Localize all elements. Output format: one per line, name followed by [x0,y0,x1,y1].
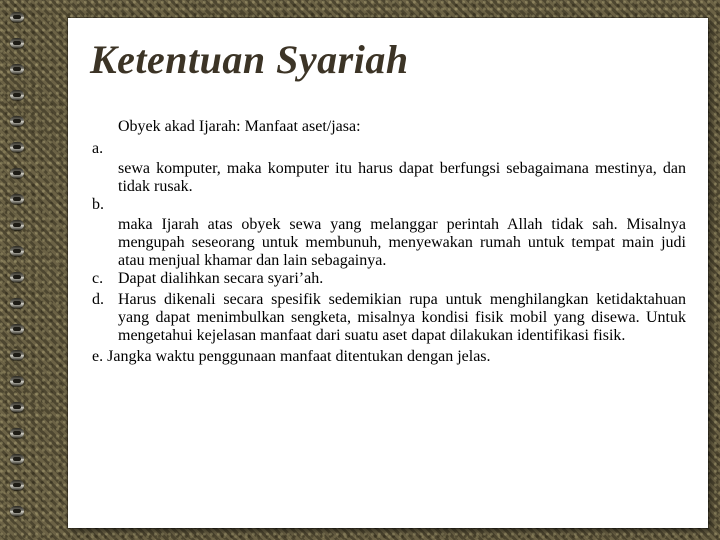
binder-ring [10,90,24,100]
list-marker: c. [92,270,104,287]
list-item-c [92,270,686,288]
binder-ring [10,246,24,256]
list-marker: e. [92,348,108,365]
binder-ring [10,38,24,48]
binder-ring [10,480,24,490]
binder-ring [10,506,24,516]
binder-ring [10,116,24,126]
binder-ring [10,454,24,464]
list-item-e [92,348,686,366]
list-item-text: maka Ijarah atas obyek sewa yang melanggar perintah Allah tidak sah. Misalnya mengupah seseorang untuk membunuh, menyewakan rumah untuk tempat main judi atau menjual khamar dan lain sebagainya. [118,216,686,269]
binder-ring [10,350,24,360]
binder-ring [10,298,24,308]
list-marker: a. [92,140,104,157]
list-marker: d. [92,291,104,308]
list-item-text: Jangka waktu penggunaan manfaat ditentukan dengan jelas. [107,348,491,365]
binder-ring [10,64,24,74]
list-item-text: Dapat dialihkan secara syari’ah. [118,270,324,287]
list-item-d [92,291,686,345]
list-item-b [92,196,686,270]
binder-ring [10,428,24,438]
binder-ring [10,272,24,282]
slide-content [92,118,686,366]
binder-ring [10,220,24,230]
binder-ring [10,168,24,178]
binder-rings [8,0,26,540]
binder-ring [10,142,24,152]
list-item-text: sewa komputer, maka komputer itu harus dapat berfungsi sebagaimana mestinya, dan tidak rusak. [118,160,686,195]
binder-ring [10,376,24,386]
binder-ring [10,194,24,204]
binder-ring [10,12,24,22]
binder-ring [10,402,24,412]
binder-ring [10,324,24,334]
list-item-text: Harus dikenali secara spesifik sedemikian rupa untuk menghilangkan ketidaktahuan yang dapat menimbulkan sengketa, misalnya kondisi fisik mobil yang disewa. Untuk mengetahui kejelasan manfaat dari suatu aset dapat dilakukan identifikasi fisik. [118,291,686,344]
slide-title: Ketentuan Syariah [90,37,409,82]
list-marker: b. [92,196,104,213]
intro-text: Obyek akad Ijarah: Manfaat aset/jasa: [118,118,361,135]
list-item-a [92,140,686,196]
